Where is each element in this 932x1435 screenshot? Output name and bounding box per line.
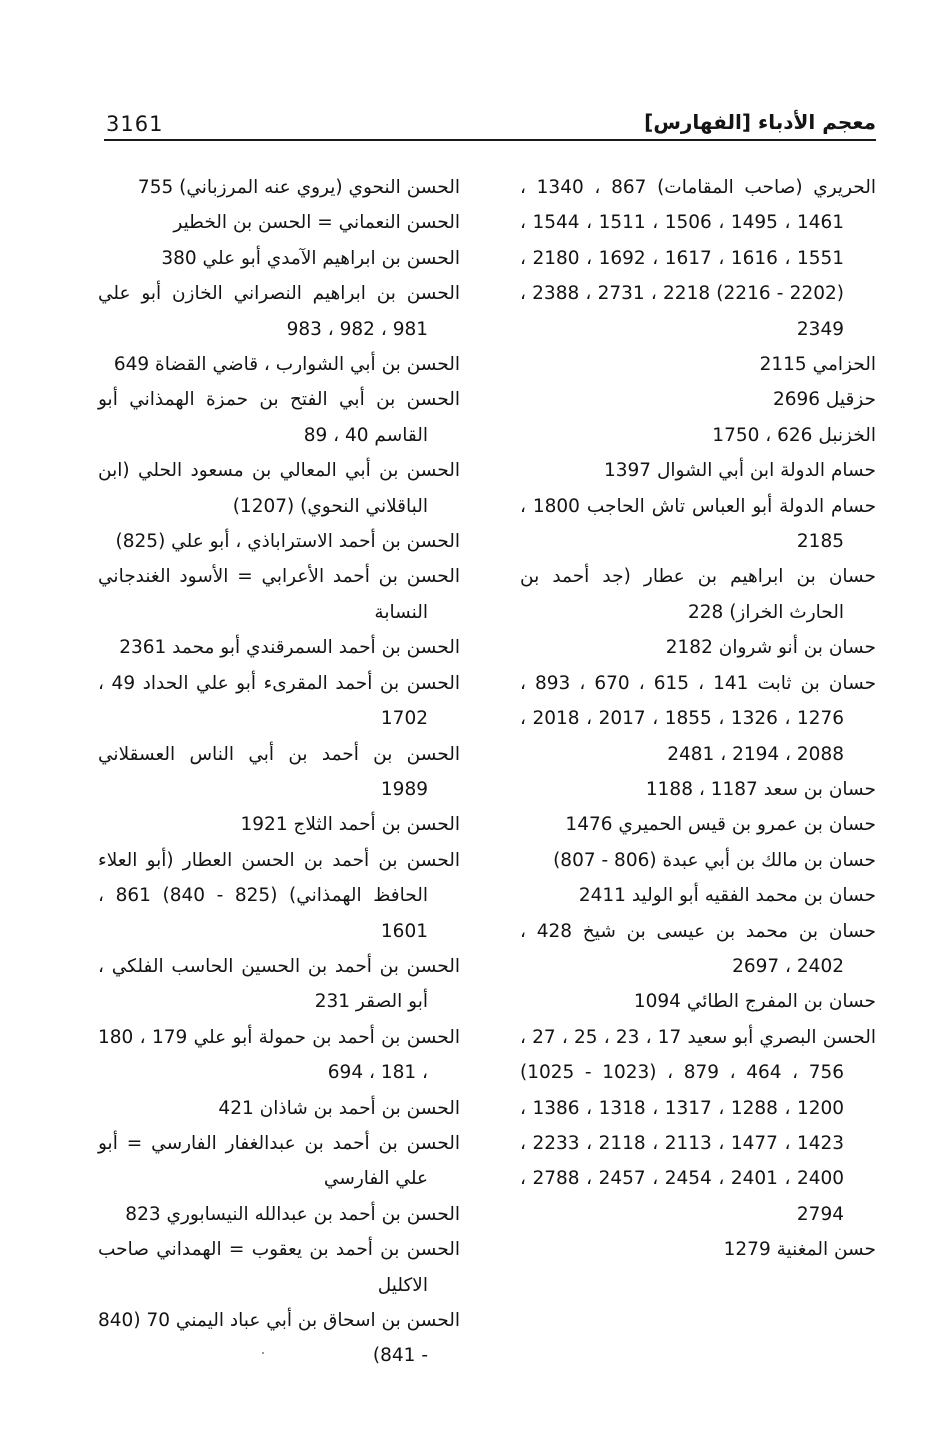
- index-entry: الحزامي 2115: [759, 354, 876, 376]
- index-entry: الحسن بن أحمد بن الحسين الحاسب الفلكي ، أبو الصقر 231: [98, 955, 460, 1013]
- index-entry: حسان بن محمد بن عيسى بن شيخ 428 ، 2402 ، 2697: [520, 920, 876, 977]
- index-entry: الحسن بن أحمد بن الحسن العطار (أبو العلاء الحافظ الهمذاني) (825 - 840) 861 ، 1601: [98, 849, 460, 942]
- index-entry: الحسن بن أحمد بن عبدالله النيسابوري 823: [125, 1203, 460, 1225]
- index-column-right: [520, 170, 876, 1268]
- index-column-left: [98, 170, 460, 1374]
- index-entry: الحسن بن ابراهيم الآمدي أبو علي 380: [161, 247, 460, 269]
- index-entry: الحسن بن أحمد بن عبدالغفار الفارسي = أبو علي الفارسي: [98, 1132, 460, 1190]
- scan-speck: [262, 1352, 264, 1354]
- index-entry: الحسن بن أحمد بن أبي الناس العسقلاني 1989: [98, 743, 460, 800]
- index-entry: الحسن بن أحمد الثلاج 1921: [240, 814, 460, 836]
- index-entry: الحسن بن أبي الفتح بن حمزة الهمذاني أبو القاسم 40 ، 89: [98, 389, 460, 446]
- index-entry: حسان بن ثابت 141 ، 615 ، 670 ، 893 ، 1276 ، 1326 ، 1855 ، 2017 ، 2018 ، 2088 ، 2194 ، 2481: [520, 672, 877, 765]
- index-entry: حسام الدولة ابن أبي الشوال 1397: [603, 460, 876, 482]
- index-entry: الخزنبل 626 ، 1750: [712, 424, 876, 446]
- index-entry: حسان بن أنو شروان 2182: [665, 637, 876, 659]
- index-entry: الحسن بن أحمد الأعرابي = الأسود الغندجاني النسابة: [98, 566, 460, 623]
- index-entry: الحسن بن أحمد بن يعقوب = الهمداني صاحب الاكليل: [98, 1239, 460, 1296]
- index-entry: الحسن بن ابراهيم النصراني الخازن أبو علي 981 ، 982 ، 983: [98, 283, 460, 340]
- index-entry: حسان بن محمد الفقيه أبو الوليد 2411: [578, 885, 876, 907]
- index-entry: الحسن البصري أبو سعيد 17 ، 23 ، 25 ، 27 ، 756 ، 464 ، 879 ، (1023 - 1025) 1200 ، 1288 ، 1317 ، 1318 ، 1386 ، 1423 ، 1477 ، 2113 ، 2118 ، 2233 ، 2400 ، 2401 ، 2454 ، 2457 ، 2788 ، 2794: [520, 1026, 876, 1225]
- index-entry: حزقيل 2696: [772, 389, 876, 411]
- index-entry: الحريري (صاحب المقامات) 867 ، 1340 ، 1461 ، 1495 ، 1506 ، 1511 ، 1544 ، 1551 ، 1616 ، 1617 ، 1692 ، 2180 ، (2202 - 2216) 2218 ، 2731 ، 2388 ، 2349: [520, 177, 876, 340]
- index-entry: الحسن بن أحمد بن شاذان 421: [218, 1097, 460, 1119]
- index-entry: حسان بن عمرو بن قيس الحميري 1476: [565, 814, 876, 836]
- index-entry: حسان بن سعد 1187 ، 1188: [645, 778, 876, 800]
- index-entry: الحسن بن أبي الشوارب ، قاضي القضاة 649: [113, 354, 460, 376]
- index-entry: حسان بن مالك بن أبي عبدة (806 - 807): [553, 849, 876, 871]
- header-rule: [104, 139, 876, 141]
- index-entry: حسام الدولة أبو العباس تاش الحاجب 1800 ، 2185: [520, 495, 877, 553]
- running-title: معجم الأدباء [الفهارس]: [644, 110, 876, 134]
- index-entry: حسان بن ابراهيم بن عطار (جد أحمد بن الحارث الخراز) 228: [520, 566, 876, 623]
- index-entry: الحسن النحوي (يروي عنه المرزباني) 755: [137, 177, 460, 198]
- index-entry: حسن المغنية 1279: [723, 1239, 876, 1261]
- index-entry: الحسن النعماني = الحسن بن الخطير: [173, 212, 460, 234]
- index-entry: الحسن بن أحمد السمرقندي أبو محمد 2361: [119, 637, 460, 659]
- index-entry: الحسن بن أحمد بن حمولة أبو علي 179 ، 180 ، 181 ، 694: [98, 1026, 461, 1084]
- page-header: [104, 108, 876, 140]
- index-entry: الحسن بن أحمد الاستراباذي ، أبو علي (825): [115, 531, 460, 553]
- index-entry: الحسن بن أبي المعالي بن مسعود الحلي (ابن الباقلاني النحوي) (1207): [98, 460, 460, 517]
- index-entry: حسان بن المفرج الطائي 1094: [633, 991, 876, 1013]
- page-number: 3161: [106, 112, 164, 136]
- index-entry: الحسن بن اسحاق بن أبي عباد اليمني 70 (840 - 841): [98, 1310, 460, 1367]
- index-entry: الحسن بن أحمد المقرىء أبو علي الحداد 49 ، 1702: [98, 672, 461, 730]
